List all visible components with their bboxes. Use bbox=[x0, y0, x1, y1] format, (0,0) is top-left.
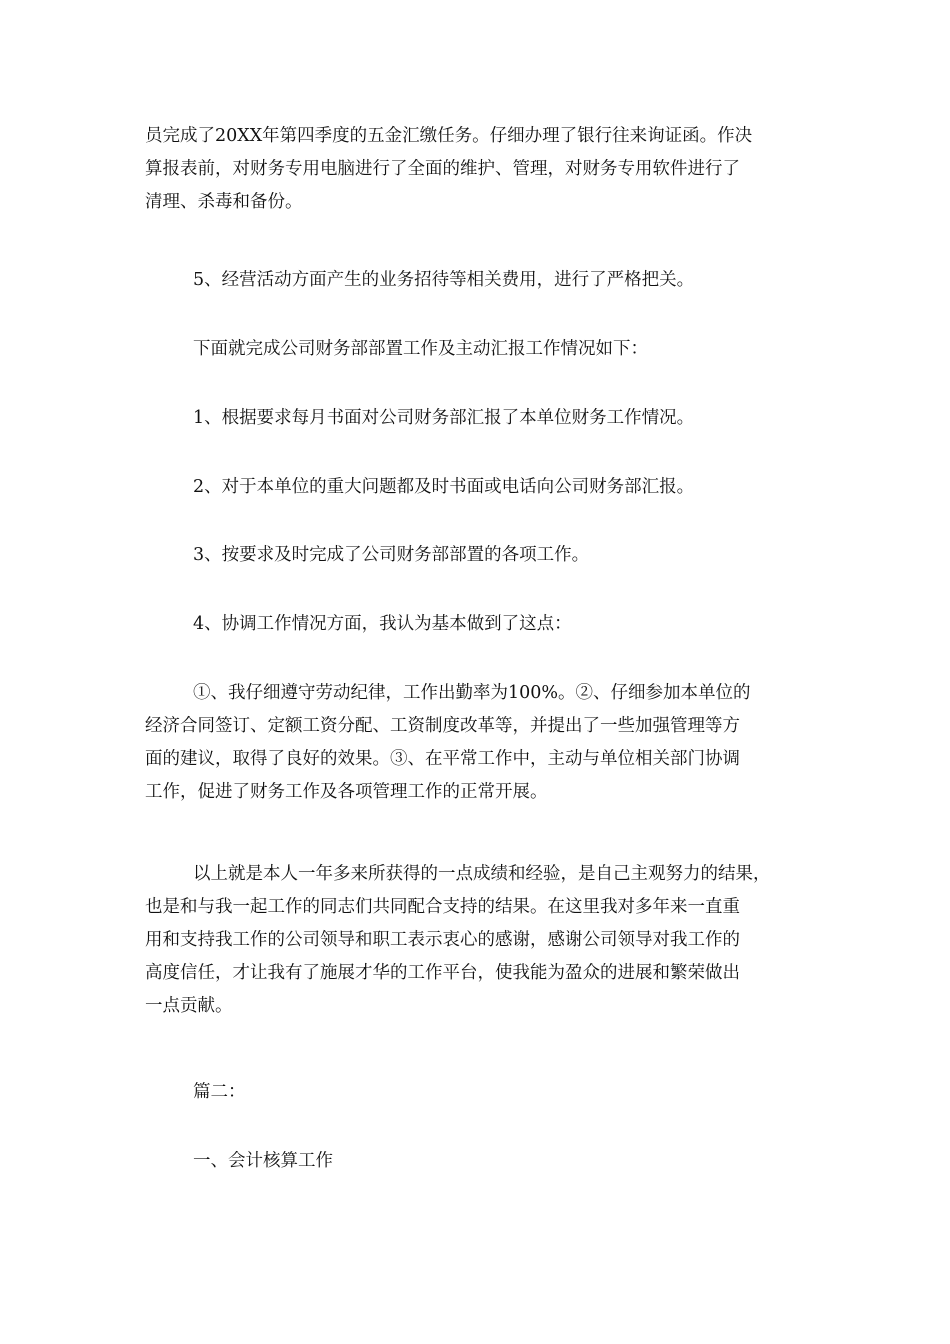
paragraph-line: 算报表前，对财务专用电脑进行了全面的维护、管理，对财务专用软件进行了 bbox=[145, 159, 740, 179]
paragraph-item-2 bbox=[145, 471, 815, 504]
paragraph-line: 面的建议，取得了良好的效果。③、在平常工作中，主动与单位相关部门协调 bbox=[145, 749, 740, 769]
paragraph-line: 5、经营活动方面产生的业务招待等相关费用，进行了严格把关。 bbox=[193, 270, 695, 290]
paragraph-line: 以上就是本人一年多来所获得的一点成绩和经验，是自己主观努力的结果， bbox=[193, 864, 771, 884]
paragraph-summary bbox=[145, 858, 815, 1023]
paragraph-line: 清理、杀毒和备份。 bbox=[145, 192, 303, 212]
paragraph-line: 用和支持我工作的公司领导和职工表示衷心的感谢，感谢公司领导对我工作的 bbox=[145, 930, 740, 950]
paragraph-line: 4、协调工作情况方面，我认为基本做到了这点： bbox=[193, 614, 572, 634]
paragraph-line: 下面就完成公司财务部部置工作及主动汇报工作情况如下： bbox=[193, 339, 648, 359]
paragraph-item-5 bbox=[145, 264, 815, 297]
paragraph-line: 一点贡献。 bbox=[145, 996, 233, 1016]
paragraph-item-3 bbox=[145, 539, 815, 572]
paragraph-line: 高度信任，才让我有了施展才华的工作平台，使我能为盈众的进展和繁荣做出 bbox=[145, 963, 740, 983]
paragraph-line: 2、对于本单位的重大问题都及时书面或电话向公司财务部汇报。 bbox=[193, 477, 695, 497]
paragraph-line: 也是和与我一起工作的同志们共同配合支持的结果。在这里我对多年来一直重 bbox=[145, 897, 740, 917]
paragraph-line: 3、按要求及时完成了公司财务部部置的各项工作。 bbox=[193, 545, 590, 565]
paragraph-line: 一、会计核算工作 bbox=[193, 1151, 333, 1171]
paragraph-item-4 bbox=[145, 608, 815, 641]
paragraph-line: ①、我仔细遵守劳动纪律，工作出勤率为100%。②、仔细参加本单位的 bbox=[193, 683, 751, 703]
paragraph-line: 工作，促进了财务工作及各项管理工作的正常开展。 bbox=[145, 782, 548, 802]
paragraph-line: 经济合同签订、定额工资分配、工资制度改革等，并提出了一些加强管理等方 bbox=[145, 716, 740, 736]
paragraph-line: 1、根据要求每月书面对公司财务部汇报了本单位财务工作情况。 bbox=[193, 408, 695, 428]
paragraph-line: 员完成了20XX年第四季度的五金汇缴任务。仔细办理了银行往来询证函。作决 bbox=[145, 126, 753, 146]
paragraph-intro bbox=[145, 333, 815, 366]
paragraph-continuation bbox=[145, 120, 815, 219]
paragraph-item-1 bbox=[145, 402, 815, 435]
section-heading-accounting bbox=[145, 1145, 815, 1178]
paragraph-coordination bbox=[145, 677, 815, 809]
paragraph-line: 篇二： bbox=[193, 1082, 246, 1102]
section-heading-part-two bbox=[145, 1076, 815, 1109]
